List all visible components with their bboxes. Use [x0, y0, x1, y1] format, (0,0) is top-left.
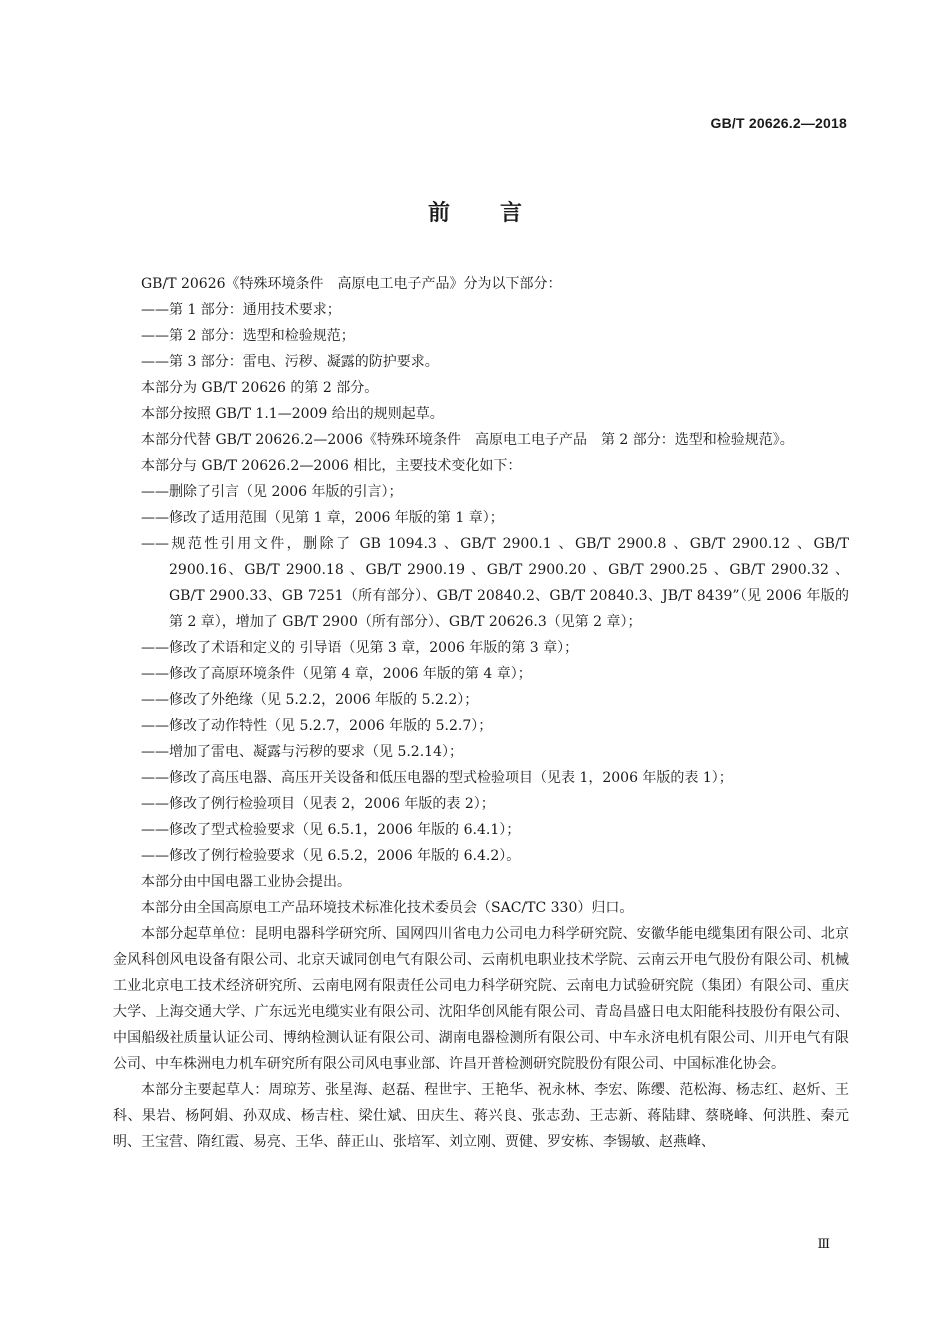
- list-item: ——删除了引言（见 2006 年版的引言）；: [141, 484, 403, 500]
- paragraph: 本部分与 GB/T 20626.2—2006 相比，主要技术变化如下：: [141, 458, 522, 474]
- paragraph: 本部分代替 GB/T 20626.2—2006《特殊环境条件 高原电工电子产品 第 2 部分：选型和检验规范》。: [141, 432, 794, 448]
- list-item: ——增加了雷电、凝露与污秽的要求（见 5.2.14）；: [141, 744, 463, 760]
- standard-code: GB/T 20626.2—2018: [710, 115, 847, 131]
- list-item: ——修改了外绝缘（见 5.2.2，2006 年版的 5.2.2）；: [141, 692, 479, 708]
- list-item: ——第 2 部分：选型和检验规范；: [141, 328, 355, 344]
- list-item: ——修改了高原环境条件（见第 4 章，2006 年版的第 4 章）；: [141, 666, 532, 682]
- document-body: [113, 271, 849, 1155]
- list-item: ——修改了例行检验要求（见 6.5.2，2006 年版的 6.4.2）。: [141, 848, 521, 864]
- paragraph: 本部分主要起草人：周琼芳、张星海、赵磊、程世宇、王艳华、祝永林、李宏、陈缨、范松海、杨志红、赵炘、王科、果岩、杨阿娟、孙双成、杨吉柱、梁仕斌、田庆生、蒋兴良、张志劲、王志新、蒋陆肆、蔡晓峰、何洪胜、秦元明、王宝营、隋红霞、易亮、王华、薛正山、张培军、刘立刚、贾健、罗安栋、李锡敏、赵燕峰、: [113, 1082, 849, 1150]
- list-item: ——规范性引用文件，删除了 GB 1094.3 、GB/T 2900.1 、GB/T 2900.8 、GB/T 2900.12 、GB/T 2900.16、GB/T 2900.18 、GB/T 2900.19 、GB/T 2900.20 、GB/T 2900.25 、GB/T 2900.32 、GB/T 2900.33、GB 7251（所有部分）、GB/T 20840.2、GB/T 20840.3、JB/T 8439”（见 2006 年版的第 2 章），增加了 GB/T 2900（所有部分）、GB/T 20626.3（见第 2 章）；: [141, 536, 849, 630]
- list-item: ——第 3 部分：雷电、污秽、凝露的防护要求。: [141, 354, 439, 370]
- list-item: ——第 1 部分：通用技术要求；: [141, 302, 341, 318]
- list-item: ——修改了例行检验项目（见表 2，2006 年版的表 2）；: [141, 796, 495, 812]
- page-title: 前言: [427, 201, 572, 226]
- page-number: Ⅲ: [817, 1237, 830, 1252]
- paragraph: 本部分起草单位：昆明电器科学研究所、国网四川省电力公司电力科学研究院、安徽华能电缆集团有限公司、北京金风科创风电设备有限公司、北京天诚同创电气有限公司、云南机电职业技术学院、云南云开电气股份有限公司、机械工业北京电工技术经济研究所、云南电网有限责任公司电力科学研究院、云南电力试验研究院（集团）有限公司、重庆大学、上海交通大学、广东远光电缆实业有限公司、沈阳华创风能有限公司、青岛昌盛日电太阳能科技股份有限公司、中国船级社质量认证公司、博纳检测认证有限公司、湖南电器检测所有限公司、中车永济电机有限公司、川开电气有限公司、中车株洲电力机车研究所有限公司风电事业部、许昌开普检测研究院股份有限公司、中国标准化协会。: [113, 926, 849, 1072]
- paragraph: 本部分由中国电器工业协会提出。: [141, 874, 351, 890]
- paragraph: 本部分按照 GB/T 1.1—2009 给出的规则起草。: [141, 406, 444, 422]
- list-item: ——修改了适用范围（见第 1 章，2006 年版的第 1 章）；: [141, 510, 504, 526]
- list-item: ——修改了术语和定义的 引导语（见第 3 章，2006 年版的第 3 章）；: [141, 640, 579, 656]
- paragraph: 本部分为 GB/T 20626 的第 2 部分。: [141, 380, 379, 396]
- list-item: ——修改了高压电器、高压开关设备和低压电器的型式检验项目（见表 1，2006 年版的表 1）；: [141, 770, 733, 786]
- list-item: ——修改了型式检验要求（见 6.5.1，2006 年版的 6.4.1）；: [141, 822, 521, 838]
- paragraph: 本部分由全国高原电工产品环境技术标准化技术委员会（SAC/TC 330）归口。: [141, 900, 634, 916]
- list-item: ——修改了动作特性（见 5.2.7，2006 年版的 5.2.7）；: [141, 718, 493, 734]
- paragraph: GB/T 20626《特殊环境条件 高原电工电子产品》分为以下部分：: [141, 276, 562, 292]
